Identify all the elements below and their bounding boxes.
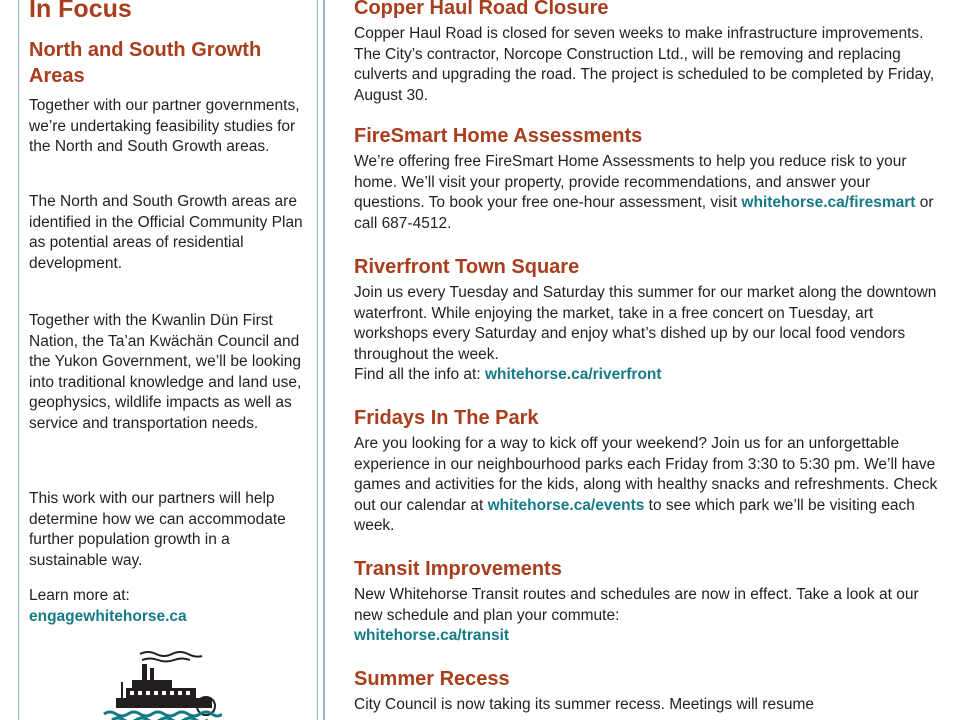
article-title: Copper Haul Road Closure: [354, 0, 609, 19]
article-fridays-park: [354, 406, 939, 537]
article-title: Transit Improvements: [354, 558, 562, 580]
article-riverfront: [354, 255, 939, 386]
article-text: Join us every Tuesday and Saturday this summer for our market along the downtown waterfront. While enjoying the market, take in a free concert on Tuesday, art workshops every Saturday and enjoy what’s dished up by our local food vendors throughout the week.: [354, 284, 937, 363]
column-divider: [323, 0, 325, 720]
article-body: [354, 283, 939, 386]
events-link[interactable]: whitehorse.ca/events: [487, 496, 645, 514]
riverfront-link[interactable]: whitehorse.ca/riverfront: [484, 366, 662, 384]
article-text: Are you looking for a way to kick off your weekend? Join us for an unforgettable experience in our neighbourhood parks each Friday from 3:30 to 5:30 pm. We’ll have games and activities for the kids, along with healthy snacks and refreshments. Check out our calendar at: [354, 435, 938, 514]
article-summer-recess: [354, 667, 939, 716]
firesmart-link[interactable]: whitehorse.ca/firesmart: [741, 194, 916, 212]
article-title: FireSmart Home Assessments: [354, 125, 643, 147]
article-text: or call 687-4512.: [354, 194, 934, 232]
sidebar-title: North and South Growth Areas: [29, 39, 262, 87]
sidebar-heading: In Focus: [29, 0, 132, 23]
article-transit: [354, 557, 939, 647]
article-title: Summer Recess: [354, 668, 510, 690]
article-text: to see which park we’ll be visiting each week.: [354, 496, 915, 535]
sidebar-paragraph: Together with our partner governments, we’re undertaking feasibility studies for the North and South Growth areas.: [29, 97, 300, 156]
article-body: City Council is now taking its summer recess. Meetings will resume: [354, 696, 814, 713]
sternwheeler-boat-icon: [102, 650, 222, 720]
article-title: Fridays In The Park: [354, 407, 539, 429]
article-text: We’re offering free FireSmart Home Assessments to help you reduce risk to your home. We’ll visit your property, provide recommendations, and answer your questions. To book your free one-hour assessment, visit: [354, 153, 907, 212]
article-text: Find all the info at:: [354, 366, 485, 384]
learn-more: [29, 586, 304, 627]
article-title: Riverfront Town Square: [354, 256, 580, 278]
engage-link[interactable]: engagewhitehorse.ca: [29, 607, 187, 625]
sidebar-paragraph: The North and South Growth areas are identified in the Official Community Plan as potential areas of residential development.: [29, 193, 303, 272]
article-copper-haul: [354, 0, 939, 106]
article-body: Copper Haul Road is closed for seven weeks to make infrastructure improvements. The City’s contractor, Norcope Construction Ltd., will be removing and replacing culverts and upgrading the road. The project is scheduled to be completed by Friday, August 30.: [354, 25, 935, 104]
sidebar-paragraph: This work with our partners will help determine how we can accommodate further population growth in a sustainable way.: [29, 490, 286, 569]
transit-link[interactable]: whitehorse.ca/transit: [354, 627, 510, 645]
article-body: [354, 434, 939, 537]
article-firesmart: [354, 124, 939, 234]
sidebar-paragraph: Together with the Kwanlin Dün First Nation, the Ta’an Kwächän Council and the Yukon Government, we’ll be looking into traditional knowledge and land use, geophysics, wildlife impacts as well as service and transportation needs.: [29, 312, 302, 432]
learn-more-label: Learn more at:: [29, 587, 130, 604]
article-body: [354, 585, 939, 647]
article-text: New Whitehorse Transit routes and schedules are now in effect. Take a look at our new schedule and plan your commute:: [354, 586, 919, 624]
article-body: [354, 152, 939, 234]
